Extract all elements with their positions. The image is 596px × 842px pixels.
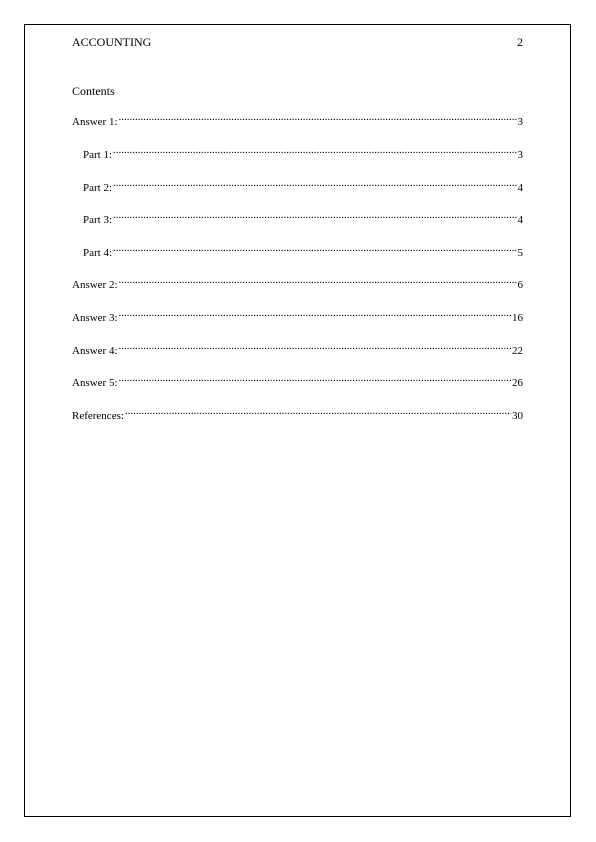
toc-dot-leader xyxy=(119,274,517,288)
toc-dot-leader xyxy=(113,177,516,191)
toc-entry-label: Answer 1: xyxy=(72,116,118,128)
toc-dot-leader xyxy=(119,307,511,321)
toc-dot-leader xyxy=(113,144,516,158)
toc-entry-page: 6 xyxy=(517,279,523,291)
toc-entry-label: Answer 4: xyxy=(72,345,118,357)
toc-entry-label: Answer 2: xyxy=(72,279,118,291)
toc-entry-page: 4 xyxy=(517,182,523,194)
toc-entry-page: 5 xyxy=(517,247,523,259)
toc-entry-label: Answer 3: xyxy=(72,312,118,324)
toc-entry-label: Part 1: xyxy=(83,149,113,161)
toc-dot-leader xyxy=(119,372,511,386)
toc-entry-label: Answer 5: xyxy=(72,377,118,389)
toc-entry-answer-3[interactable] xyxy=(72,307,523,325)
toc-entry-answer-2[interactable] xyxy=(72,274,523,292)
toc-entry-page: 22 xyxy=(512,345,523,357)
toc-entry-part-3[interactable] xyxy=(83,209,523,227)
toc-dot-leader xyxy=(125,405,511,419)
toc-entry-label: References: xyxy=(72,410,124,422)
header-title: ACCOUNTING xyxy=(72,35,152,49)
toc-entry-page: 30 xyxy=(512,410,523,422)
toc-entry-part-2[interactable] xyxy=(83,177,523,195)
toc-dot-leader xyxy=(113,209,516,223)
toc-dot-leader xyxy=(119,340,511,354)
toc-entry-part-4[interactable] xyxy=(83,242,523,260)
toc-entry-answer-1[interactable] xyxy=(72,111,523,129)
toc-entry-label: Part 3: xyxy=(83,214,113,226)
toc-entry-label: Part 2: xyxy=(83,182,113,194)
toc-dot-leader xyxy=(119,111,517,125)
header-page-number: 2 xyxy=(517,35,523,49)
toc-heading: Contents xyxy=(72,84,115,98)
toc-entry-part-1[interactable] xyxy=(83,144,523,162)
toc-entry-answer-5[interactable] xyxy=(72,372,523,390)
toc-dot-leader xyxy=(113,242,516,256)
toc-entry-page: 3 xyxy=(517,149,523,161)
toc-entry-page: 3 xyxy=(517,116,523,128)
toc-entry-answer-4[interactable] xyxy=(72,340,523,358)
toc-entry-page: 16 xyxy=(512,312,523,324)
toc-entry-label: Part 4: xyxy=(83,247,113,259)
toc-entry-page: 4 xyxy=(517,214,523,226)
toc-entry-page: 26 xyxy=(512,377,523,389)
toc-entry-references[interactable] xyxy=(72,405,523,423)
